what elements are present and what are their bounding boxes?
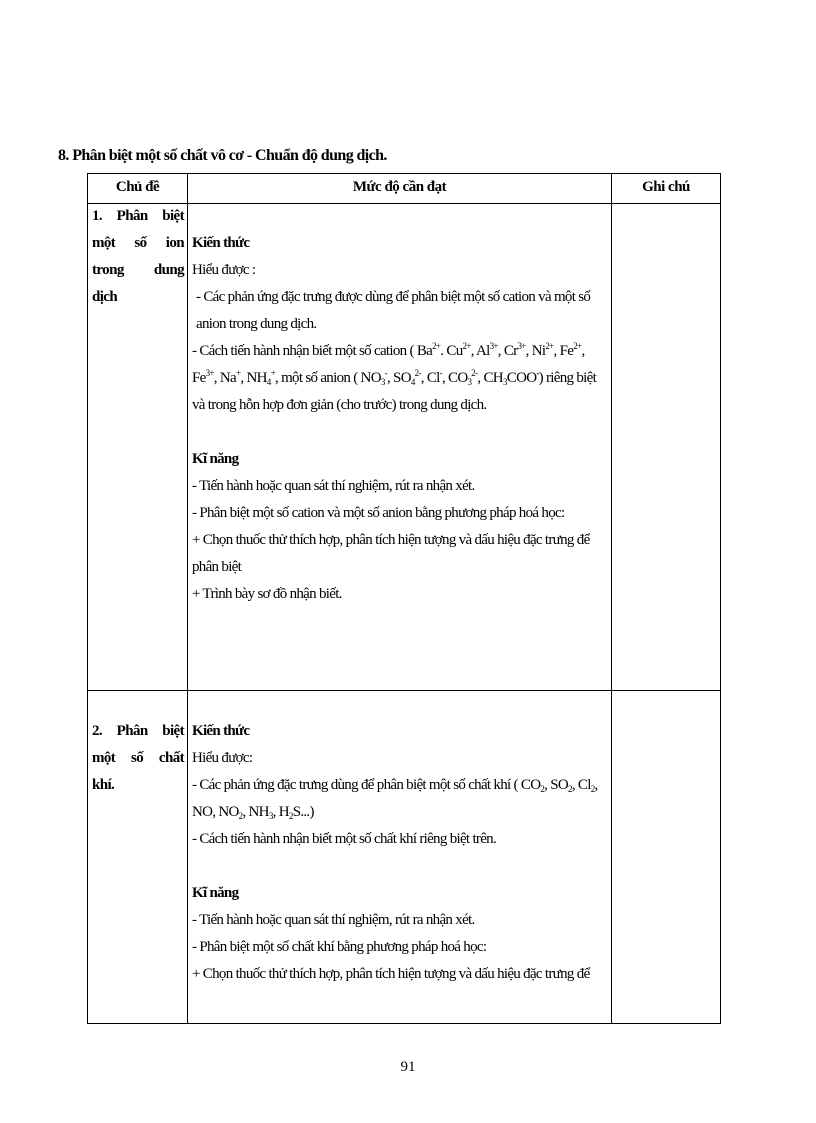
understand-label: Hiểu được: <box>192 750 253 766</box>
knowledge-item: - Các phản ứng đặc trưng được dùng để phân biệt một số cation và một số anion trong dung dịch. <box>196 289 591 332</box>
knowledge-item-lead: - Cách tiến hành nhận biết một số cation ( <box>192 343 417 359</box>
skill-item: - Tiến hành hoặc quan sát thí nghiệm, rút ra nhận xét. <box>192 912 475 928</box>
knowledge-item-gases <box>192 772 610 826</box>
header-topic: Chủ đề <box>115 179 160 195</box>
requirements-table <box>87 173 721 1024</box>
header-requirement: Mức độ cần đạt <box>352 179 447 195</box>
skill-item: - Phân biệt một số cation và một số anion bằng phương pháp hoá học: <box>192 505 565 521</box>
topic-gas-identification: 2. Phân biệt một số chất khí. <box>92 723 184 793</box>
skill-item: - Tiến hành hoặc quan sát thí nghiệm, rút ra nhận xét. <box>192 478 475 494</box>
gas-formula-list: $CO_2$, $SO_2$, $Cl_2$, NO, $NO_2$, $NH_3$, $H_2S$...) <box>192 777 598 821</box>
topic-ion-identification: 1. Phân biệt một số ion trong dung dịch <box>92 208 184 305</box>
knowledge-heading: Kiến thức <box>192 235 250 251</box>
column-divider <box>187 174 188 1023</box>
header-note: Ghi chú <box>642 179 690 195</box>
section-title: 8. Phân biệt một số chất vô cơ - Chuẩn độ dung dịch. <box>58 147 387 164</box>
understand-label: Hiểu được : <box>192 262 256 278</box>
skill-item: + Chọn thuốc thử thích hợp, phân tích hiện tượng và dấu hiệu đặc trưng để <box>192 966 590 982</box>
skills-heading: Kĩ năng <box>192 451 239 467</box>
skill-item: - Phân biệt một số chất khí bằng phương pháp hoá học: <box>192 939 487 955</box>
knowledge-item: - Cách tiến hành nhận biết một số chất khí riêng biệt trên. <box>192 831 497 847</box>
skill-item: + Trình bày sơ đồ nhận biết. <box>192 586 342 602</box>
ion-formula-list: $Ba^{2+}$. $Cu^{2+}$, $Al^{3+}$, $Cr^{3+}$, $Ni^{2+}$, $Fe^{2+}$, $Fe^{3+}$, Na+, $NH_4^+$, một số anion ( $NO_3^-$, $SO_4^{2-}$, Cl-, $CO_3^{2-}$, $CH_3COO^-$ <box>192 341 585 387</box>
requirement-gas-identification <box>192 718 610 988</box>
row-divider <box>88 690 720 691</box>
page-number: 91 <box>400 1059 416 1075</box>
skills-heading: Kĩ năng <box>192 885 239 901</box>
skill-item: + Chọn thuốc thử thích hợp, phân tích hiện tượng và dấu hiệu đặc trưng để phân biệt <box>192 532 590 575</box>
knowledge-item-lead: - Các phản ứng đặc trưng dùng để phân biệt một số chất khí ( <box>192 777 521 793</box>
knowledge-heading: Kiến thức <box>192 723 250 739</box>
knowledge-item-ions <box>192 338 610 419</box>
requirement-ion-identification <box>192 230 610 608</box>
knowledge-item-tail: ) riêng biệt và trong hỗn hợp đơn giản (cho trước) trong dung dịch. <box>192 370 597 413</box>
column-divider <box>611 174 612 1023</box>
